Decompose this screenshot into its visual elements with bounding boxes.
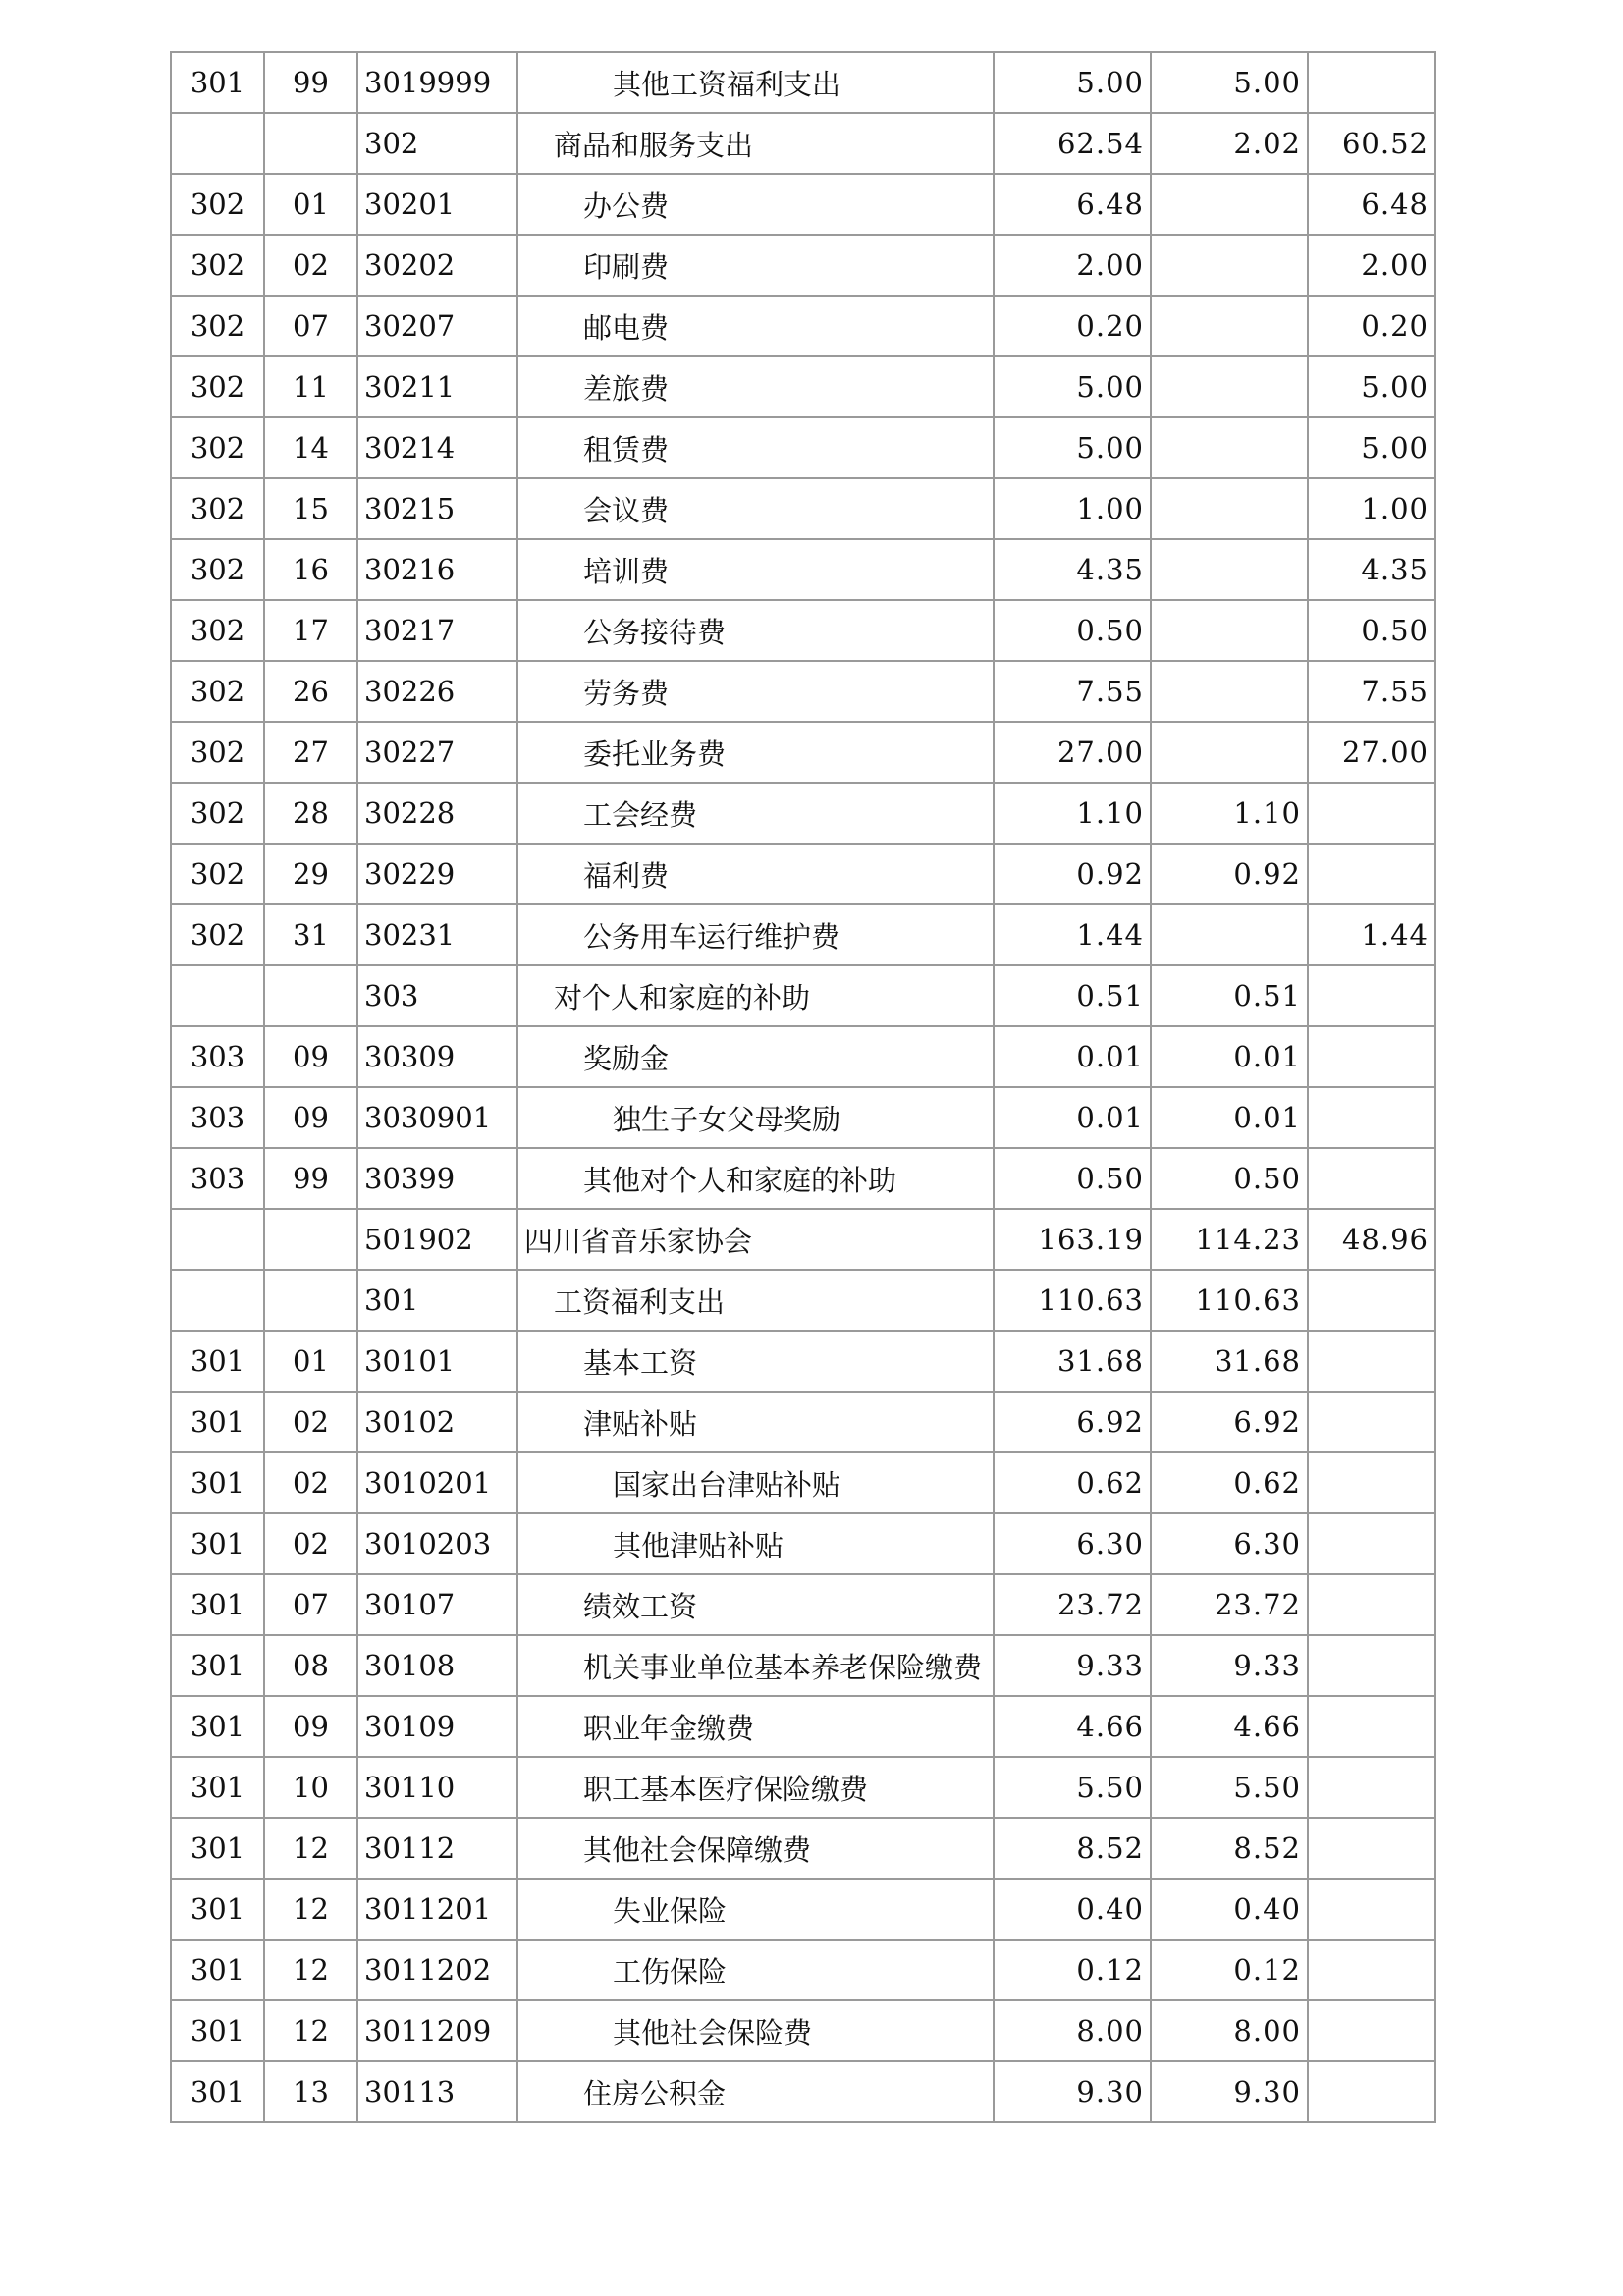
item-code-cell: 12 xyxy=(264,1940,357,2000)
item-code-cell: 01 xyxy=(264,174,357,235)
economic-code-cell: 3019999 xyxy=(357,52,517,113)
expense-name-cell: 印刷费 xyxy=(517,235,994,296)
total-amount-cell: 163.19 xyxy=(994,1209,1151,1270)
item-code-cell: 02 xyxy=(264,1392,357,1452)
table-row xyxy=(171,661,1435,722)
basic-expense-cell xyxy=(1151,235,1308,296)
total-amount-cell: 5.00 xyxy=(994,356,1151,417)
item-code-cell: 13 xyxy=(264,2061,357,2122)
category-code-cell xyxy=(171,113,264,174)
project-expense-cell: 48.96 xyxy=(1308,1209,1435,1270)
economic-code-cell: 30201 xyxy=(357,174,517,235)
table-row xyxy=(171,174,1435,235)
economic-code-cell: 303 xyxy=(357,965,517,1026)
basic-expense-cell: 8.00 xyxy=(1151,2000,1308,2061)
basic-expense-cell xyxy=(1151,296,1308,356)
item-code-cell xyxy=(264,113,357,174)
table-row xyxy=(171,600,1435,661)
table-row xyxy=(171,904,1435,965)
economic-code-cell: 301 xyxy=(357,1270,517,1331)
table-row xyxy=(171,1148,1435,1209)
expense-name-cell: 会议费 xyxy=(517,478,994,539)
project-expense-cell xyxy=(1308,844,1435,904)
table-row xyxy=(171,1331,1435,1392)
expense-name-cell: 国家出台津贴补贴 xyxy=(517,1452,994,1513)
expense-name-cell: 绩效工资 xyxy=(517,1574,994,1635)
item-code-cell: 15 xyxy=(264,478,357,539)
item-code-cell: 02 xyxy=(264,1452,357,1513)
total-amount-cell: 31.68 xyxy=(994,1331,1151,1392)
basic-expense-cell: 1.10 xyxy=(1151,783,1308,844)
table-row xyxy=(171,235,1435,296)
total-amount-cell: 1.00 xyxy=(994,478,1151,539)
category-code-cell: 302 xyxy=(171,783,264,844)
item-code-cell: 26 xyxy=(264,661,357,722)
table-row xyxy=(171,844,1435,904)
economic-code-cell: 30113 xyxy=(357,2061,517,2122)
category-code-cell: 301 xyxy=(171,1940,264,2000)
basic-expense-cell xyxy=(1151,722,1308,783)
total-amount-cell: 7.55 xyxy=(994,661,1151,722)
table-row xyxy=(171,1757,1435,1818)
category-code-cell: 303 xyxy=(171,1148,264,1209)
item-code-cell: 07 xyxy=(264,1574,357,1635)
project-expense-cell xyxy=(1308,1392,1435,1452)
economic-code-cell: 30231 xyxy=(357,904,517,965)
table-row xyxy=(171,1392,1435,1452)
expense-name-cell: 独生子女父母奖励 xyxy=(517,1087,994,1148)
table-row xyxy=(171,1696,1435,1757)
item-code-cell: 12 xyxy=(264,2000,357,2061)
expense-name-cell: 基本工资 xyxy=(517,1331,994,1392)
item-code-cell: 09 xyxy=(264,1087,357,1148)
category-code-cell xyxy=(171,1270,264,1331)
table-row xyxy=(171,539,1435,600)
table-row xyxy=(171,356,1435,417)
category-code-cell: 301 xyxy=(171,2000,264,2061)
project-expense-cell xyxy=(1308,1879,1435,1940)
expense-name-cell: 工伤保险 xyxy=(517,1940,994,2000)
project-expense-cell: 7.55 xyxy=(1308,661,1435,722)
economic-code-cell: 3010201 xyxy=(357,1452,517,1513)
item-code-cell: 09 xyxy=(264,1026,357,1087)
economic-code-cell: 30229 xyxy=(357,844,517,904)
project-expense-cell: 1.44 xyxy=(1308,904,1435,965)
basic-expense-cell xyxy=(1151,904,1308,965)
expense-name-cell: 办公费 xyxy=(517,174,994,235)
project-expense-cell xyxy=(1308,1696,1435,1757)
expense-name-cell: 邮电费 xyxy=(517,296,994,356)
project-expense-cell: 6.48 xyxy=(1308,174,1435,235)
basic-expense-cell xyxy=(1151,661,1308,722)
item-code-cell: 14 xyxy=(264,417,357,478)
category-code-cell: 301 xyxy=(171,1696,264,1757)
basic-expense-cell xyxy=(1151,174,1308,235)
item-code-cell: 02 xyxy=(264,235,357,296)
project-expense-cell xyxy=(1308,1452,1435,1513)
category-code-cell: 303 xyxy=(171,1087,264,1148)
budget-table-body xyxy=(171,52,1435,2122)
expense-name-cell: 津贴补贴 xyxy=(517,1392,994,1452)
economic-code-cell: 501902 xyxy=(357,1209,517,1270)
expense-name-cell: 工资福利支出 xyxy=(517,1270,994,1331)
expense-name-cell: 失业保险 xyxy=(517,1879,994,1940)
total-amount-cell: 0.12 xyxy=(994,1940,1151,2000)
economic-code-cell: 30228 xyxy=(357,783,517,844)
expense-name-cell: 其他津贴补贴 xyxy=(517,1513,994,1574)
table-row xyxy=(171,1940,1435,2000)
expense-name-cell: 工会经费 xyxy=(517,783,994,844)
total-amount-cell: 4.66 xyxy=(994,1696,1151,1757)
category-code-cell: 301 xyxy=(171,2061,264,2122)
project-expense-cell: 0.50 xyxy=(1308,600,1435,661)
item-code-cell: 99 xyxy=(264,52,357,113)
economic-code-cell: 30202 xyxy=(357,235,517,296)
table-row xyxy=(171,52,1435,113)
category-code-cell: 301 xyxy=(171,1574,264,1635)
expense-name-cell: 委托业务费 xyxy=(517,722,994,783)
item-code-cell xyxy=(264,965,357,1026)
table-row xyxy=(171,2000,1435,2061)
basic-expense-cell xyxy=(1151,539,1308,600)
category-code-cell: 302 xyxy=(171,722,264,783)
item-code-cell: 07 xyxy=(264,296,357,356)
category-code-cell: 301 xyxy=(171,1513,264,1574)
total-amount-cell: 0.40 xyxy=(994,1879,1151,1940)
project-expense-cell xyxy=(1308,1818,1435,1879)
project-expense-cell: 2.00 xyxy=(1308,235,1435,296)
economic-code-cell: 30216 xyxy=(357,539,517,600)
economic-code-cell: 30102 xyxy=(357,1392,517,1452)
table-row xyxy=(171,1513,1435,1574)
total-amount-cell: 6.92 xyxy=(994,1392,1151,1452)
category-code-cell: 302 xyxy=(171,174,264,235)
total-amount-cell: 9.30 xyxy=(994,2061,1151,2122)
table-row xyxy=(171,1574,1435,1635)
expense-name-cell: 奖励金 xyxy=(517,1026,994,1087)
category-code-cell: 301 xyxy=(171,1635,264,1696)
basic-expense-cell: 9.33 xyxy=(1151,1635,1308,1696)
category-code-cell: 302 xyxy=(171,356,264,417)
expense-name-cell: 四川省音乐家协会 xyxy=(517,1209,994,1270)
total-amount-cell: 5.00 xyxy=(994,52,1151,113)
category-code-cell: 302 xyxy=(171,478,264,539)
item-code-cell: 27 xyxy=(264,722,357,783)
total-amount-cell: 0.51 xyxy=(994,965,1151,1026)
total-amount-cell: 1.44 xyxy=(994,904,1151,965)
basic-expense-cell: 114.23 xyxy=(1151,1209,1308,1270)
table-row xyxy=(171,113,1435,174)
category-code-cell: 302 xyxy=(171,296,264,356)
table-row xyxy=(171,296,1435,356)
category-code-cell: 302 xyxy=(171,600,264,661)
total-amount-cell: 0.01 xyxy=(994,1087,1151,1148)
project-expense-cell: 5.00 xyxy=(1308,417,1435,478)
category-code-cell: 301 xyxy=(171,52,264,113)
category-code-cell: 301 xyxy=(171,1818,264,1879)
project-expense-cell xyxy=(1308,783,1435,844)
project-expense-cell: 60.52 xyxy=(1308,113,1435,174)
total-amount-cell: 0.50 xyxy=(994,600,1151,661)
project-expense-cell xyxy=(1308,1757,1435,1818)
economic-code-cell: 30217 xyxy=(357,600,517,661)
basic-expense-cell: 0.51 xyxy=(1151,965,1308,1026)
item-code-cell: 17 xyxy=(264,600,357,661)
expense-name-cell: 公务接待费 xyxy=(517,600,994,661)
economic-code-cell: 30207 xyxy=(357,296,517,356)
item-code-cell: 12 xyxy=(264,1818,357,1879)
table-row xyxy=(171,1879,1435,1940)
economic-code-cell: 30215 xyxy=(357,478,517,539)
table-row xyxy=(171,2061,1435,2122)
expense-name-cell: 公务用车运行维护费 xyxy=(517,904,994,965)
basic-expense-cell: 0.01 xyxy=(1151,1026,1308,1087)
item-code-cell: 09 xyxy=(264,1696,357,1757)
item-code-cell: 16 xyxy=(264,539,357,600)
item-code-cell xyxy=(264,1270,357,1331)
item-code-cell: 99 xyxy=(264,1148,357,1209)
basic-expense-cell: 9.30 xyxy=(1151,2061,1308,2122)
item-code-cell: 11 xyxy=(264,356,357,417)
item-code-cell: 28 xyxy=(264,783,357,844)
total-amount-cell: 0.20 xyxy=(994,296,1151,356)
table-row xyxy=(171,722,1435,783)
basic-expense-cell xyxy=(1151,600,1308,661)
basic-expense-cell: 2.02 xyxy=(1151,113,1308,174)
table-row xyxy=(171,783,1435,844)
project-expense-cell xyxy=(1308,1574,1435,1635)
total-amount-cell: 0.50 xyxy=(994,1148,1151,1209)
project-expense-cell xyxy=(1308,1635,1435,1696)
category-code-cell: 302 xyxy=(171,904,264,965)
item-code-cell: 08 xyxy=(264,1635,357,1696)
total-amount-cell: 1.10 xyxy=(994,783,1151,844)
basic-expense-cell: 6.92 xyxy=(1151,1392,1308,1452)
economic-code-cell: 30309 xyxy=(357,1026,517,1087)
basic-expense-cell: 23.72 xyxy=(1151,1574,1308,1635)
category-code-cell: 301 xyxy=(171,1879,264,1940)
economic-code-cell: 30101 xyxy=(357,1331,517,1392)
total-amount-cell: 6.48 xyxy=(994,174,1151,235)
table-row xyxy=(171,1270,1435,1331)
project-expense-cell xyxy=(1308,2000,1435,2061)
total-amount-cell: 0.62 xyxy=(994,1452,1151,1513)
item-code-cell: 10 xyxy=(264,1757,357,1818)
table-row xyxy=(171,478,1435,539)
item-code-cell: 12 xyxy=(264,1879,357,1940)
project-expense-cell xyxy=(1308,1940,1435,2000)
total-amount-cell: 110.63 xyxy=(994,1270,1151,1331)
basic-expense-cell: 0.01 xyxy=(1151,1087,1308,1148)
table-row xyxy=(171,1452,1435,1513)
category-code-cell: 302 xyxy=(171,844,264,904)
project-expense-cell: 1.00 xyxy=(1308,478,1435,539)
project-expense-cell xyxy=(1308,52,1435,113)
total-amount-cell: 9.33 xyxy=(994,1635,1151,1696)
category-code-cell: 301 xyxy=(171,1392,264,1452)
economic-code-cell: 30226 xyxy=(357,661,517,722)
category-code-cell xyxy=(171,1209,264,1270)
category-code-cell: 303 xyxy=(171,1026,264,1087)
economic-code-cell: 30214 xyxy=(357,417,517,478)
category-code-cell: 301 xyxy=(171,1452,264,1513)
project-expense-cell xyxy=(1308,965,1435,1026)
economic-code-cell: 302 xyxy=(357,113,517,174)
category-code-cell: 302 xyxy=(171,539,264,600)
project-expense-cell xyxy=(1308,2061,1435,2122)
project-expense-cell: 5.00 xyxy=(1308,356,1435,417)
item-code-cell: 29 xyxy=(264,844,357,904)
project-expense-cell xyxy=(1308,1148,1435,1209)
total-amount-cell: 0.01 xyxy=(994,1026,1151,1087)
expense-name-cell: 其他社会保障缴费 xyxy=(517,1818,994,1879)
category-code-cell: 301 xyxy=(171,1331,264,1392)
total-amount-cell: 23.72 xyxy=(994,1574,1151,1635)
table-row xyxy=(171,417,1435,478)
expense-name-cell: 职工基本医疗保险缴费 xyxy=(517,1757,994,1818)
project-expense-cell xyxy=(1308,1087,1435,1148)
table-row xyxy=(171,1635,1435,1696)
economic-code-cell: 30112 xyxy=(357,1818,517,1879)
economic-code-cell: 30399 xyxy=(357,1148,517,1209)
project-expense-cell xyxy=(1308,1270,1435,1331)
total-amount-cell: 0.92 xyxy=(994,844,1151,904)
economic-code-cell: 30211 xyxy=(357,356,517,417)
basic-expense-cell: 5.00 xyxy=(1151,52,1308,113)
total-amount-cell: 5.00 xyxy=(994,417,1151,478)
total-amount-cell: 8.00 xyxy=(994,2000,1151,2061)
expense-name-cell: 其他工资福利支出 xyxy=(517,52,994,113)
item-code-cell: 02 xyxy=(264,1513,357,1574)
expense-name-cell: 劳务费 xyxy=(517,661,994,722)
table-row xyxy=(171,965,1435,1026)
total-amount-cell: 27.00 xyxy=(994,722,1151,783)
category-code-cell: 302 xyxy=(171,661,264,722)
basic-expense-cell: 0.92 xyxy=(1151,844,1308,904)
total-amount-cell: 6.30 xyxy=(994,1513,1151,1574)
economic-code-cell: 30108 xyxy=(357,1635,517,1696)
item-code-cell: 31 xyxy=(264,904,357,965)
project-expense-cell: 4.35 xyxy=(1308,539,1435,600)
table-row xyxy=(171,1818,1435,1879)
total-amount-cell: 2.00 xyxy=(994,235,1151,296)
basic-expense-cell: 8.52 xyxy=(1151,1818,1308,1879)
table-row xyxy=(171,1087,1435,1148)
basic-expense-cell: 5.50 xyxy=(1151,1757,1308,1818)
economic-code-cell: 30109 xyxy=(357,1696,517,1757)
basic-expense-cell: 0.62 xyxy=(1151,1452,1308,1513)
basic-expense-cell xyxy=(1151,478,1308,539)
expense-name-cell: 其他社会保险费 xyxy=(517,2000,994,2061)
project-expense-cell xyxy=(1308,1513,1435,1574)
table-row xyxy=(171,1209,1435,1270)
project-expense-cell xyxy=(1308,1026,1435,1087)
project-expense-cell xyxy=(1308,1331,1435,1392)
basic-expense-cell: 0.40 xyxy=(1151,1879,1308,1940)
project-expense-cell: 27.00 xyxy=(1308,722,1435,783)
economic-code-cell: 30110 xyxy=(357,1757,517,1818)
basic-expense-cell: 0.50 xyxy=(1151,1148,1308,1209)
project-expense-cell: 0.20 xyxy=(1308,296,1435,356)
total-amount-cell: 62.54 xyxy=(994,113,1151,174)
basic-expense-cell: 0.12 xyxy=(1151,1940,1308,2000)
basic-expense-cell xyxy=(1151,417,1308,478)
economic-code-cell: 3011202 xyxy=(357,1940,517,2000)
basic-expense-cell: 110.63 xyxy=(1151,1270,1308,1331)
expense-name-cell: 对个人和家庭的补助 xyxy=(517,965,994,1026)
category-code-cell xyxy=(171,965,264,1026)
expense-name-cell: 福利费 xyxy=(517,844,994,904)
category-code-cell: 301 xyxy=(171,1757,264,1818)
economic-code-cell: 3010203 xyxy=(357,1513,517,1574)
economic-code-cell: 30107 xyxy=(357,1574,517,1635)
economic-code-cell: 3030901 xyxy=(357,1087,517,1148)
total-amount-cell: 4.35 xyxy=(994,539,1151,600)
table-row xyxy=(171,1026,1435,1087)
expense-name-cell: 租赁费 xyxy=(517,417,994,478)
expense-name-cell: 机关事业单位基本养老保险缴费 xyxy=(517,1635,994,1696)
basic-expense-cell: 6.30 xyxy=(1151,1513,1308,1574)
expense-name-cell: 商品和服务支出 xyxy=(517,113,994,174)
category-code-cell: 302 xyxy=(171,417,264,478)
basic-expense-cell: 4.66 xyxy=(1151,1696,1308,1757)
category-code-cell: 302 xyxy=(171,235,264,296)
item-code-cell xyxy=(264,1209,357,1270)
basic-expense-cell: 31.68 xyxy=(1151,1331,1308,1392)
expense-name-cell: 住房公积金 xyxy=(517,2061,994,2122)
total-amount-cell: 5.50 xyxy=(994,1757,1151,1818)
item-code-cell: 01 xyxy=(264,1331,357,1392)
total-amount-cell: 8.52 xyxy=(994,1818,1151,1879)
budget-table xyxy=(170,51,1436,2123)
economic-code-cell: 30227 xyxy=(357,722,517,783)
economic-code-cell: 3011201 xyxy=(357,1879,517,1940)
expense-name-cell: 培训费 xyxy=(517,539,994,600)
expense-name-cell: 职业年金缴费 xyxy=(517,1696,994,1757)
expense-name-cell: 其他对个人和家庭的补助 xyxy=(517,1148,994,1209)
expense-name-cell: 差旅费 xyxy=(517,356,994,417)
economic-code-cell: 3011209 xyxy=(357,2000,517,2061)
basic-expense-cell xyxy=(1151,356,1308,417)
